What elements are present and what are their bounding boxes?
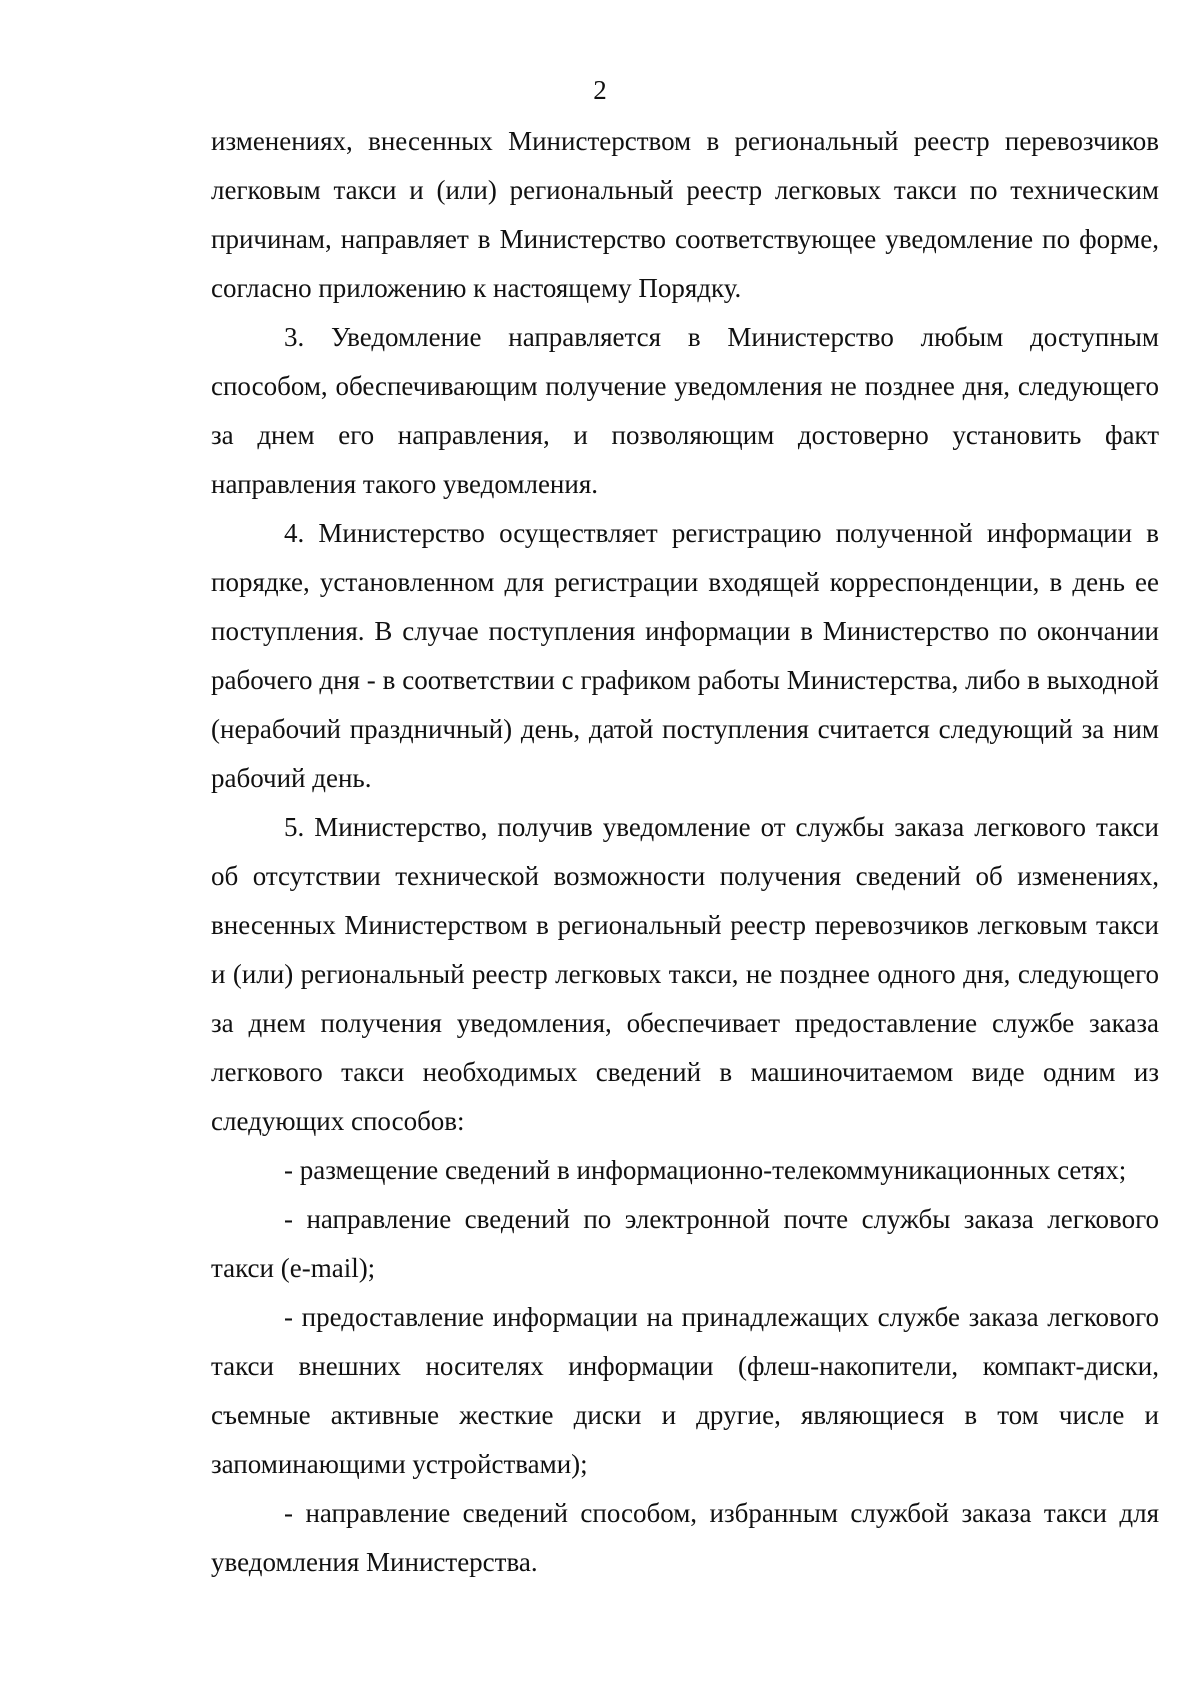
paragraph-3: 3. Уведомление направляется в Министерство любым доступным способом, обеспечивающим получение уведомления не позднее дня, следующего за днем его направления, и позволяющим достоверно установить факт направления такого уведомления.: [211, 322, 1159, 499]
document-body: [211, 117, 1159, 1587]
paragraph-5: 5. Министерство, получив уведомление от службы заказа легкового такси об отсутствии технической возможности получения сведений об изменениях, внесенных Министерством в региональный реестр перевозчиков легковым такси и (или) региональный реестр легковых такси, не позднее одного дня, следующего за днем получения уведомления, обеспечивает предоставление службе заказа легкового такси необходимых сведений в машиночитаемом виде одним из следующих способов:: [211, 812, 1159, 1136]
list-item-networks: - размещение сведений в информационно-телекоммуникационных сетях;: [284, 1155, 1127, 1185]
list-item-chosen-method: - направление сведений способом, избранным службой заказа такси для уведомления Министерства.: [211, 1498, 1159, 1577]
list-item-email: - направление сведений по электронной почте службы заказа легкового такси (e-mail);: [211, 1204, 1159, 1283]
paragraph-4: 4. Министерство осуществляет регистрацию полученной информации в порядке, установленном для регистрации входящей корреспонденции, в день ее поступления. В случае поступления информации в Министерство по окончании рабочего дня - в соответствии с графиком работы Министерства, либо в выходной (нерабочий праздничный) день, датой поступления считается следующий за ним рабочий день.: [211, 518, 1159, 793]
paragraph-continuation: изменениях, внесенных Министерством в региональный реестр перевозчиков легковым такси и (или) региональный реестр легковых такси по техническим причинам, направляет в Министерство соответствующее уведомление по форме, согласно приложению к настоящему Порядку.: [211, 126, 1159, 303]
list-item-external-media: - предоставление информации на принадлежащих службе заказа легкового такси внешних носителях информации (флеш-накопители, компакт-диски, съемные активные жесткие диски и другие, являющиеся в том числе и запоминающими устройствами);: [211, 1302, 1159, 1479]
page-number: 2: [593, 75, 607, 105]
